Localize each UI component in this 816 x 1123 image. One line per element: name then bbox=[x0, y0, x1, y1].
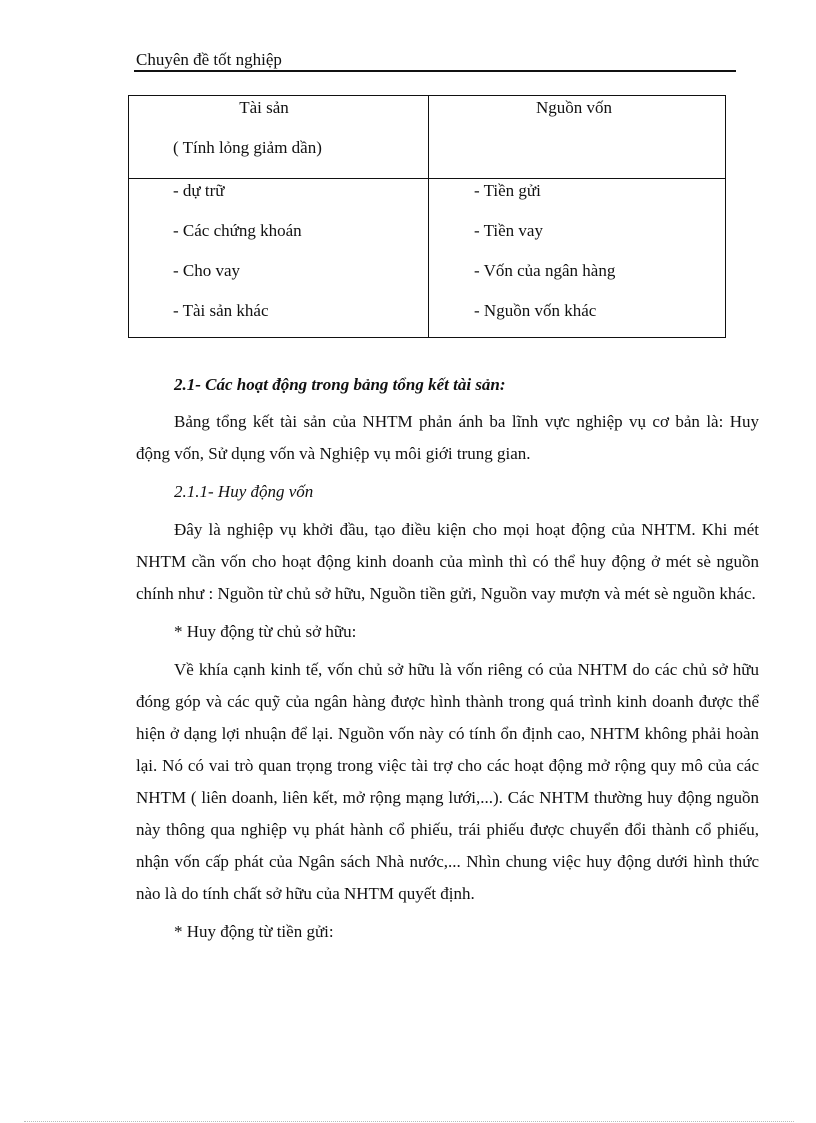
intro-paragraph: Bảng tổng kết tài sản của NHTM phản ánh ba lĩnh vực nghiệp vụ cơ bản là: Huy động vốn, Sử dụng vốn và Nghiệp vụ môi giới trung gian. bbox=[136, 412, 759, 463]
page-header-title: Chuyên đề tốt nghiệp bbox=[136, 50, 282, 69]
list-item: - Tiền vay bbox=[474, 221, 543, 240]
list-item: - dự trữ bbox=[173, 181, 225, 200]
assets-column-subtitle: ( Tính lỏng giảm dần) bbox=[173, 138, 322, 157]
page-bottom-border bbox=[24, 1121, 794, 1122]
list-item: - Tài sản khác bbox=[173, 301, 269, 320]
subsection-heading: 2.1.1- Huy động vốn bbox=[174, 482, 314, 501]
header-divider bbox=[134, 70, 736, 72]
bullet-heading: * Huy động từ chủ sở hữu: bbox=[174, 622, 357, 641]
list-item: - Cho vay bbox=[173, 261, 241, 280]
assets-list-cell bbox=[129, 179, 429, 338]
table-body-row bbox=[129, 179, 726, 338]
assets-header-cell bbox=[129, 96, 429, 179]
bullet-heading: * Huy động từ tiền gửi: bbox=[174, 922, 334, 941]
list-item: - Vốn của ngân hàng bbox=[474, 261, 616, 280]
list-item: - Các chứng khoán bbox=[173, 221, 302, 240]
list-item: - Tiền gửi bbox=[474, 181, 541, 200]
liabilities-header-cell bbox=[429, 96, 726, 179]
list-item: - Nguồn vốn khác bbox=[474, 301, 597, 320]
paragraph: Đây là nghiệp vụ khởi đầu, tạo điều kiện cho mọi hoạt động của NHTM. Khi mét NHTM cần vốn cho hoạt động kinh doanh của mình thì có thể huy động ở mét sè nguồn chính như : Nguồn từ chủ sở hữu, Nguồn tiền gửi, Nguồn vay mượn và mét sè nguồn khác. bbox=[136, 520, 759, 603]
liabilities-column-title: Nguồn vốn bbox=[535, 98, 613, 117]
document-body bbox=[136, 370, 759, 948]
assets-column-title: Tài sản bbox=[239, 98, 289, 117]
paragraph: Về khía cạnh kinh tế, vốn chủ sở hữu là vốn riêng có của NHTM do các chủ sở hữu đóng góp và các quỹ của ngân hàng được hình thành trong quá trình kinh doanh được thể hiện ở dạng lợi nhuận để lại. Nguồn vốn này có tính ổn định cao, NHTM không phải hoàn lại. Nó có vai trò quan trọng trong việc tài trợ cho các hoạt động mở rộng quy mô của các NHTM ( liên doanh, liên kết, mở rộng mạng lưới,...). Các NHTM thường huy động nguồn này thông qua nghiệp vụ phát hành cổ phiếu, trái phiếu được chuyển đổi thành cổ phiếu, nhận vốn cấp phát của Ngân sách Nhà nước,... Nhìn chung việc huy động dưới hình thức nào là do tính chất sở hữu của NHTM quyết định. bbox=[136, 660, 759, 903]
liabilities-list-cell bbox=[429, 179, 726, 338]
table-header-row bbox=[129, 96, 726, 179]
balance-sheet-table bbox=[128, 95, 726, 338]
section-heading: 2.1- Các hoạt động trong bảng tổng kết tài sản: bbox=[174, 375, 506, 394]
